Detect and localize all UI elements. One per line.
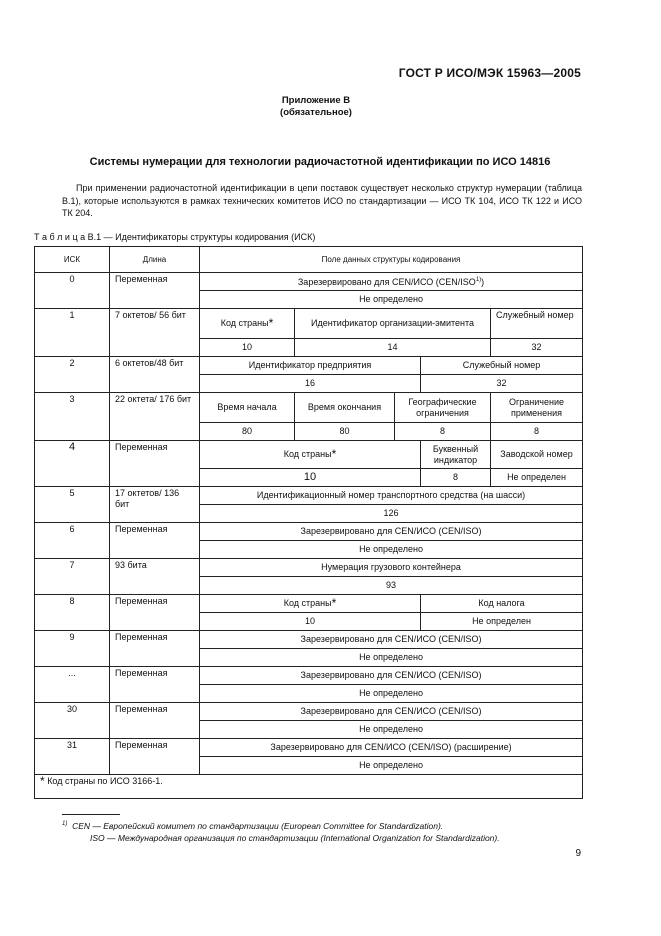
field-cell: Заводской номер	[491, 441, 583, 469]
length-cell: Переменная	[110, 739, 200, 775]
value-cell: 8	[395, 423, 491, 441]
field-cell: Буквенный индикатор	[421, 441, 491, 469]
length-cell: 93 бита	[110, 559, 200, 595]
value-cell: 80	[295, 423, 395, 441]
field-cell: Идентификатор организации-эмитента	[295, 309, 491, 339]
header-length: Длина	[110, 247, 200, 273]
value-cell: 93	[200, 577, 583, 595]
value-cell: 10	[200, 469, 421, 487]
coding-structure-table	[34, 246, 583, 799]
field-cell: Код налога	[421, 595, 583, 613]
asterisk: *	[40, 774, 45, 788]
document-header: ГОСТ Р ИСО/МЭК 15963—2005	[398, 66, 581, 80]
section-title: Системы нумерации для технологии радиочастотной идентификации по ИСО 14816	[89, 156, 551, 168]
footnote-text-2: ISO — Международная организация по стандартизации (International Organization for Standardization).	[90, 832, 500, 843]
length-cell: Переменная	[110, 595, 200, 631]
field-cell: Географические ограничения	[395, 393, 491, 423]
field-cell: Служебный номер	[421, 357, 583, 375]
field-cell: Зарезервировано для CEN/ИСО (CEN/ISO)	[200, 703, 583, 721]
isk-cell: 3	[35, 393, 110, 441]
field-cell: Зарезервировано для CEN/ИСО (CEN/ISO) (расширение)	[200, 739, 583, 757]
field-cell: Ограничение применения	[491, 393, 583, 423]
field-text: Зарезервировано для CEN/ИСО (CEN/ISO	[297, 277, 476, 287]
length-cell: 6 октетов/48 бит	[110, 357, 200, 393]
isk-cell: 31	[35, 739, 110, 775]
field-cell: Время начала	[200, 393, 295, 423]
value-cell: 16	[200, 375, 421, 393]
isk-cell: 4	[35, 441, 110, 487]
length-cell: Переменная	[110, 703, 200, 739]
field-cell: Идентификатор предприятия	[200, 357, 421, 375]
table-row	[35, 631, 583, 649]
asterisk: *	[331, 447, 337, 461]
field-cell	[200, 309, 295, 339]
length-cell: 22 октета/ 176 бит	[110, 393, 200, 441]
table-row	[35, 559, 583, 577]
field-cell	[200, 595, 421, 613]
header-data-field: Поле данных структуры кодирования	[200, 247, 583, 273]
table-caption: Т а б л и ц а В.1 — Идентификаторы структуры кодирования (ИСК)	[34, 232, 316, 242]
length-cell: Переменная	[110, 667, 200, 703]
table-header-row	[35, 247, 583, 273]
table-row	[35, 487, 583, 505]
value-cell: 32	[491, 339, 583, 357]
footnote-text-1: CEN — Европейский комитет по стандартизации (European Committee for Standardization).	[72, 820, 444, 831]
table-row	[35, 357, 583, 375]
asterisk: *	[331, 596, 337, 610]
table-note	[35, 775, 583, 799]
field-cell: Время окончания	[295, 393, 395, 423]
footnote-mark: 1)	[62, 821, 68, 827]
isk-cell: 9	[35, 631, 110, 667]
isk-cell: ...	[35, 667, 110, 703]
value-cell: 80	[200, 423, 295, 441]
isk-cell: 30	[35, 703, 110, 739]
isk-cell: 0	[35, 273, 110, 309]
field-text: Код страны	[283, 598, 332, 608]
value-cell: Не определено	[200, 541, 583, 559]
table-row	[35, 309, 583, 339]
table-row	[35, 441, 583, 469]
length-cell: Переменная	[110, 273, 200, 309]
table-row	[35, 273, 583, 291]
appendix-status: (обязательное)	[280, 107, 352, 118]
field-cell: Зарезервировано для CEN/ИСО (CEN/ISO)	[200, 667, 583, 685]
field-text: Код страны	[283, 449, 332, 459]
appendix-title: Приложение В	[281, 95, 351, 106]
value-cell: Не определено	[200, 757, 583, 775]
table-note-row	[35, 775, 583, 799]
isk-cell: 2	[35, 357, 110, 393]
note-text: Код страны по ИСО 3166-1.	[47, 776, 163, 786]
isk-cell: 8	[35, 595, 110, 631]
length-cell: Переменная	[110, 631, 200, 667]
intro-text: При применении радиочастотной идентификации в цепи поставок существует несколько структур нумерации (таблица В.1), которые используются в рамках технических комитетов ИСО по стандартизации — ИСО ТК 104, ИСО ТК 122 и ИСО ТК 204.	[62, 183, 582, 218]
value-cell: Не определено	[200, 649, 583, 667]
field-cell: Идентификационный номер транспортного средства (на шасси)	[200, 487, 583, 505]
table-row	[35, 703, 583, 721]
field-cell: Зарезервировано для CEN/ИСО (CEN/ISO)	[200, 631, 583, 649]
footnote	[62, 818, 500, 844]
field-cell	[200, 273, 583, 291]
field-text-end: )	[481, 277, 485, 287]
value-cell: 10	[200, 613, 421, 631]
length-cell: 7 октетов/ 56 бит	[110, 309, 200, 357]
value-cell: 8	[421, 469, 491, 487]
value-cell: 14	[295, 339, 491, 357]
value-cell: Не определено	[200, 291, 583, 309]
value-cell: Не определен	[491, 469, 583, 487]
footnote-ref: 1)	[475, 277, 482, 283]
field-cell: Служебный номер	[491, 309, 583, 339]
value-cell: 126	[200, 505, 583, 523]
length-cell: 17 октетов/ 136 бит	[110, 487, 200, 523]
table-row	[35, 667, 583, 685]
isk-cell: 6	[35, 523, 110, 559]
table-row	[35, 595, 583, 613]
field-cell	[200, 441, 421, 469]
isk-cell: 5	[35, 487, 110, 523]
value-cell: Не определено	[200, 685, 583, 703]
table-row	[35, 393, 583, 423]
footnote-divider	[62, 814, 120, 815]
appendix-heading	[0, 95, 632, 119]
field-cell: Зарезервировано для CEN/ИСО (CEN/ISO)	[200, 523, 583, 541]
field-text: Код страны	[220, 318, 269, 328]
value-cell: 10	[200, 339, 295, 357]
value-cell: 8	[491, 423, 583, 441]
length-cell: Переменная	[110, 523, 200, 559]
isk-cell: 1	[35, 309, 110, 357]
length-cell: Переменная	[110, 441, 200, 487]
intro-paragraph	[62, 182, 582, 220]
value-cell: Не определено	[200, 721, 583, 739]
value-cell: 32	[421, 375, 583, 393]
table-row	[35, 523, 583, 541]
value-cell: Не определен	[421, 613, 583, 631]
field-cell: Нумерация грузового контейнера	[200, 559, 583, 577]
asterisk: *	[268, 316, 274, 330]
isk-cell: 7	[35, 559, 110, 595]
page-number: 9	[575, 848, 581, 859]
header-isk: ИСК	[35, 247, 110, 273]
footnote-line-1	[62, 818, 500, 832]
table-row	[35, 739, 583, 757]
